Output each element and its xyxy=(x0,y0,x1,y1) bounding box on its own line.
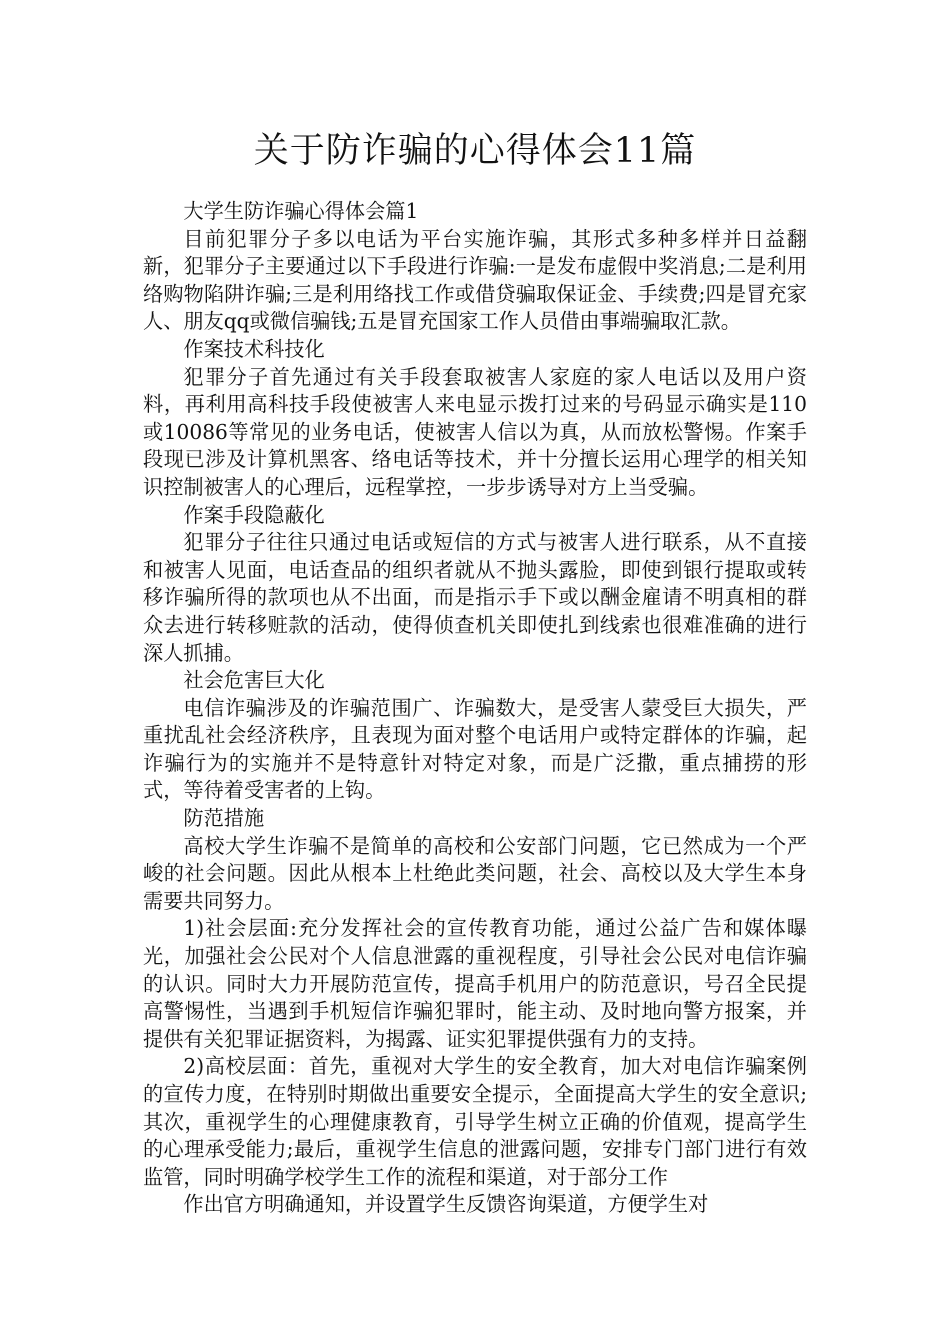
paragraph: 电信诈骗涉及的诈骗范围广、诈骗数大，是受害人蒙受巨大损失，严重扰乱社会经济秩序，且表现为面对整个电话用户或特定群体的诈骗，起诈骗行为的实施并不是特意针对特定对象，而是广泛撒，重点捕捞的形式，等待着受害者的上钩。 xyxy=(143,695,807,803)
section-heading: 大学生防诈骗心得体会篇1 xyxy=(183,199,419,223)
paragraph: 高校大学生诈骗不是简单的高校和公安部门问题，它已然成为一个严峻的社会问题。因此从根本上杜绝此类问题，社会、高校以及大学生本身需要共同努力。 xyxy=(143,833,807,913)
paragraph: 作出官方明确通知，并设置学生反馈咨询渠道，方便学生对 xyxy=(183,1192,709,1217)
section-heading: 社会危害巨大化 xyxy=(183,668,325,693)
document-body xyxy=(143,198,807,1219)
paragraph: 1)社会层面:充分发挥社会的宣传教育功能，通过公益广告和媒体曝光，加强社会公民对个人信息泄露的重视程度，引导社会公民对电信诈骗的认识。同时大力开展防范宣传，提高手机用户的防范意识，号召全民提高警惕性，当遇到手机短信诈骗犯罪时，能主动、及时地向警方报案，并提供有关犯罪证据资料，为揭露、证实犯罪提供强有力的支持。 xyxy=(143,916,807,1051)
section-heading: 作案手段隐蔽化 xyxy=(183,502,325,527)
section-heading: 防范措施 xyxy=(183,806,265,831)
paragraph: 2)高校层面：首先，重视对大学生的安全教育，加大对电信诈骗案例的宣传力度，在特别时期做出重要安全提示，全面提高大学生的安全意识;其次，重视学生的心理健康教育，引导学生树立正确的价值观，提高学生的心理承受能力;最后，重视学生信息的泄露问题，安排专门部门进行有效监管，同时明确学校学生工作的流程和渠道，对于部分工作 xyxy=(143,1054,807,1189)
paragraph: 目前犯罪分子多以电话为平台实施诈骗，其形式多种多样并日益翻新，犯罪分子主要通过以下手段进行诈骗:一是发布虚假中奖消息;二是利用络购物陷阱诈骗;三是利用络找工作或借贷骗取保证金、手续费;四是冒充家人、朋友qq或微信骗钱;五是冒充国家工作人员借由事端骗取汇款。 xyxy=(143,226,807,334)
paragraph: 犯罪分子往往只通过电话或短信的方式与被害人进行联系，从不直接和被害人见面，电话查品的组织者就从不抛头露脸，即使到银行提取或转移诈骗所得的款项也从不出面，而是指示手下或以酬金雇请不明真相的群众去进行转移赃款的活动，使得侦查机关即使扎到线索也很难准确的进行深人抓捕。 xyxy=(143,530,807,665)
document-title: 关于防诈骗的心得体会11篇 xyxy=(253,131,697,171)
section-heading: 作案技术科技化 xyxy=(183,336,325,361)
paragraph: 犯罪分子首先通过有关手段套取被害人家庭的家人电话以及用户资料，再利用高科技手段使被害人来电显示拨打过来的号码显示确实是110或10086等常见的业务电话，使被害人信以为真，从而放松警惕。作案手段现已涉及计算机黑客、络电话等技术，并十分擅长运用心理学的相关知识控制被害人的心理后，远程掌控，一步步诱导对方上当受骗。 xyxy=(143,364,807,499)
